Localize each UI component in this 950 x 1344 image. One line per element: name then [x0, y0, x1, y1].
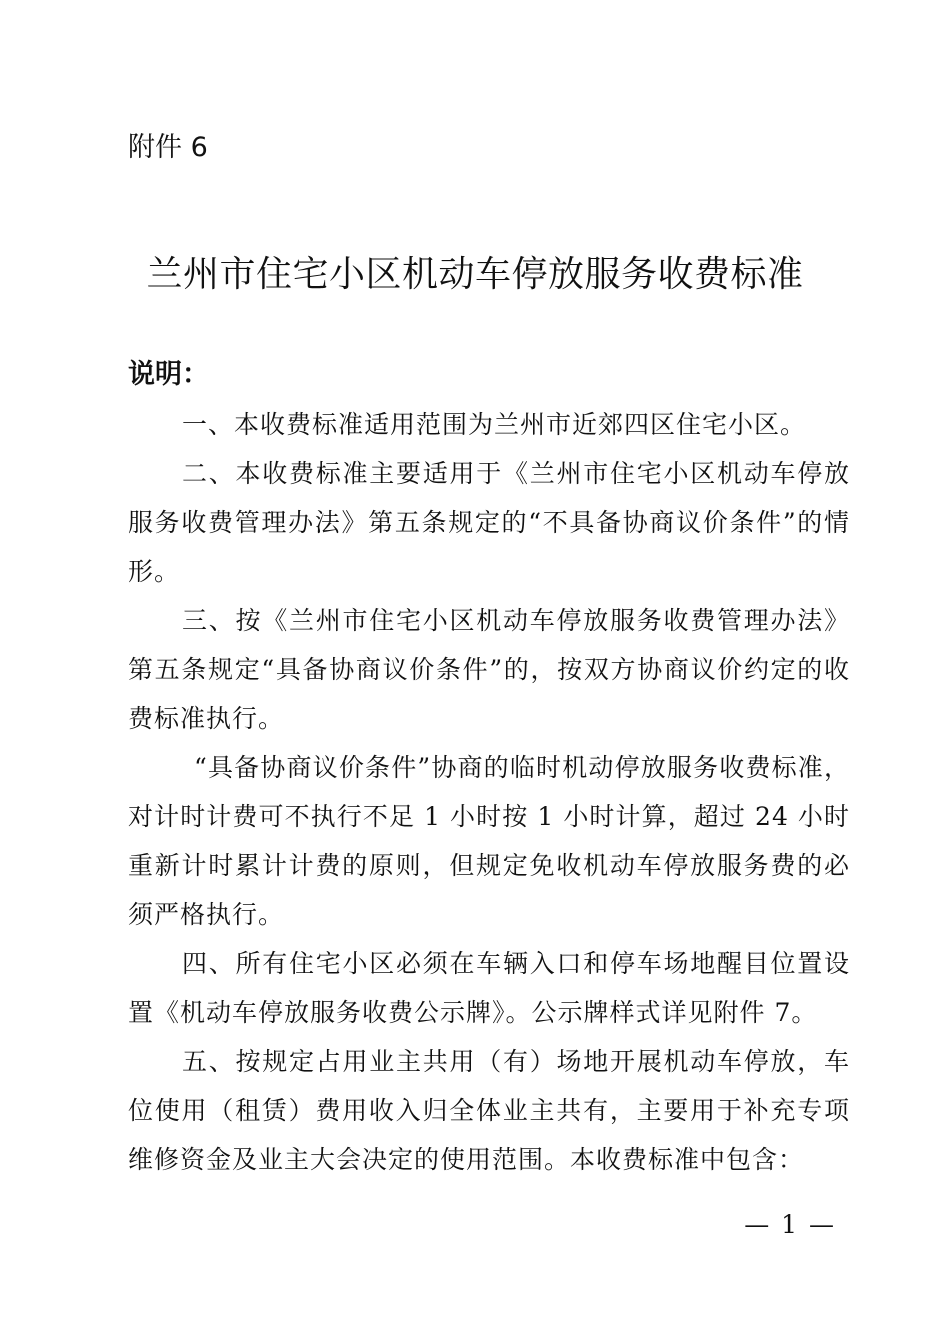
page-number: — 1 —: [744, 1210, 836, 1239]
attachment-label: 附件 6: [128, 132, 208, 163]
paragraph-scope: 一、本收费标准适用范围为兰州市近郊四区住宅小区。: [182, 410, 807, 439]
paragraph-revenue-use: 五、按规定占用业主共用（有）场地开展机动车停放，车位使用（租赁）费用收入归全体业主共有，主要用于补充专项维修资金及业主大会决定的使用范围。本收费标准中包含：: [128, 1047, 850, 1174]
paragraph-applicability: 二、本收费标准主要适用于《兰州市住宅小区机动车停放服务收费管理办法》第五条规定的“不具备协商议价条件”的情形。: [128, 459, 850, 586]
document-body: [128, 400, 850, 1184]
paragraph-signage: 四、所有住宅小区必须在车辆入口和停车场地醒目位置设置《机动车停放服务收费公示牌》。公示牌样式详见附件 7。: [128, 949, 850, 1027]
notes-heading: 说明：: [128, 359, 209, 390]
paragraph-negotiation: 三、按《兰州市住宅小区机动车停放服务收费管理办法》第五条规定“具备协商议价条件”的，按双方协商议价约定的收费标准执行。: [128, 606, 850, 733]
document-title: 兰州市住宅小区机动车停放服务收费标准: [146, 254, 804, 295]
paragraph-temporary-parking: “具备协商议价条件”协商的临时机动停放服务收费标准，对计时计费可不执行不足 1 小时按 1 小时计算，超过 24 小时重新计时累计计费的原则，但规定免收机动车停放服务费的必须严格执行。: [128, 753, 850, 929]
